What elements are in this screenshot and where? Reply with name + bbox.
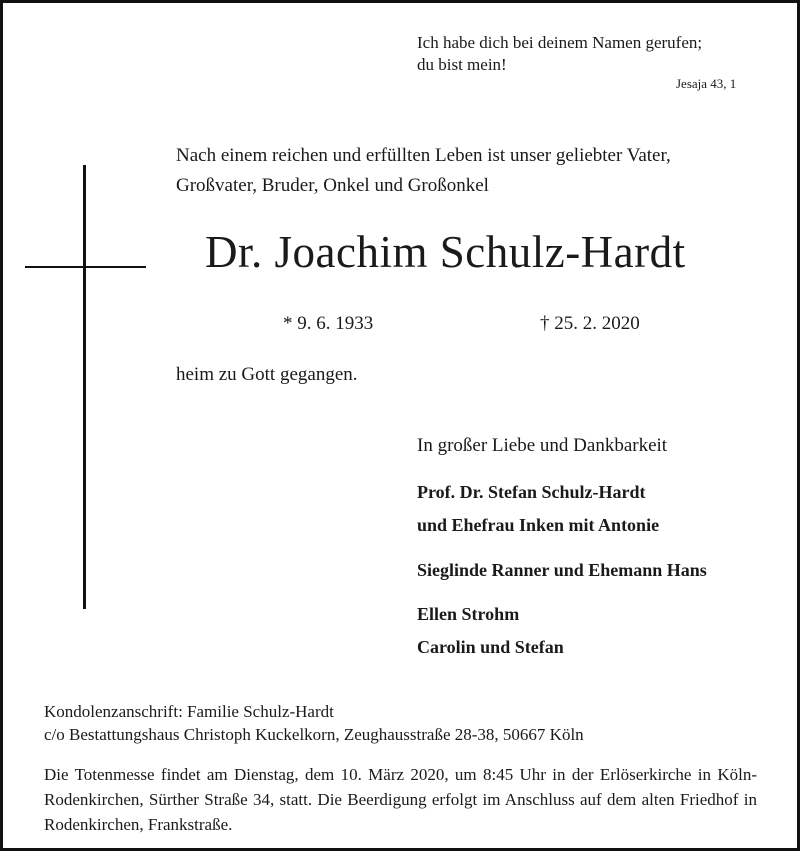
condolence-line-2: c/o Bestattungshaus Christoph Kuckelkorn, Zeughausstraße 28-38, 50667 Köln xyxy=(44,725,584,744)
cross-icon-crossbar xyxy=(25,266,146,268)
family-member: Carolin und Stefan xyxy=(417,637,564,657)
deceased-name: Dr. Joachim Schulz-Hardt xyxy=(205,227,686,277)
death-date: † 25. 2. 2020 xyxy=(540,313,640,334)
condolence-address xyxy=(44,700,584,746)
family-member: Prof. Dr. Stefan Schulz-Hardt xyxy=(417,482,646,502)
birth-date: * 9. 6. 1933 xyxy=(283,313,374,334)
cross-icon xyxy=(83,165,86,609)
bible-quote xyxy=(417,32,702,76)
gratitude-text: In großer Liebe und Dankbarkeit xyxy=(417,435,668,456)
intro-line-2: Großvater, Bruder, Onkel und Großonkel xyxy=(176,175,489,196)
family-member: Ellen Strohm xyxy=(417,604,520,624)
intro-line-1: Nach einem reichen und erfüllten Leben ist unser geliebter Vater, xyxy=(176,145,671,166)
condolence-line-1: Kondolenzanschrift: Familie Schulz-Hardt xyxy=(44,702,334,721)
bible-quote-line-2: du bist mein! xyxy=(417,55,507,74)
bible-quote-reference: Jesaja 43, 1 xyxy=(676,76,737,91)
home-text: heim zu Gott gegangen. xyxy=(176,364,358,385)
family-member: und Ehefrau Inken mit Antonie xyxy=(417,515,660,535)
intro-text xyxy=(176,141,671,201)
service-notice: Die Totenmesse findet am Dienstag, dem 10. März 2020, um 8:45 Uhr in der Erlöserkirche in Köln-Rodenkirchen, Sürther Straße 34, statt. Die Beerdigung erfolgt im Anschluss auf dem alten Friedhof in Rodenkirchen, Frankstraße. xyxy=(44,765,757,834)
family-member: Sieglinde Ranner und Ehemann Hans xyxy=(417,560,707,580)
bible-quote-line-1: Ich habe dich bei deinem Namen gerufen; xyxy=(417,33,703,52)
